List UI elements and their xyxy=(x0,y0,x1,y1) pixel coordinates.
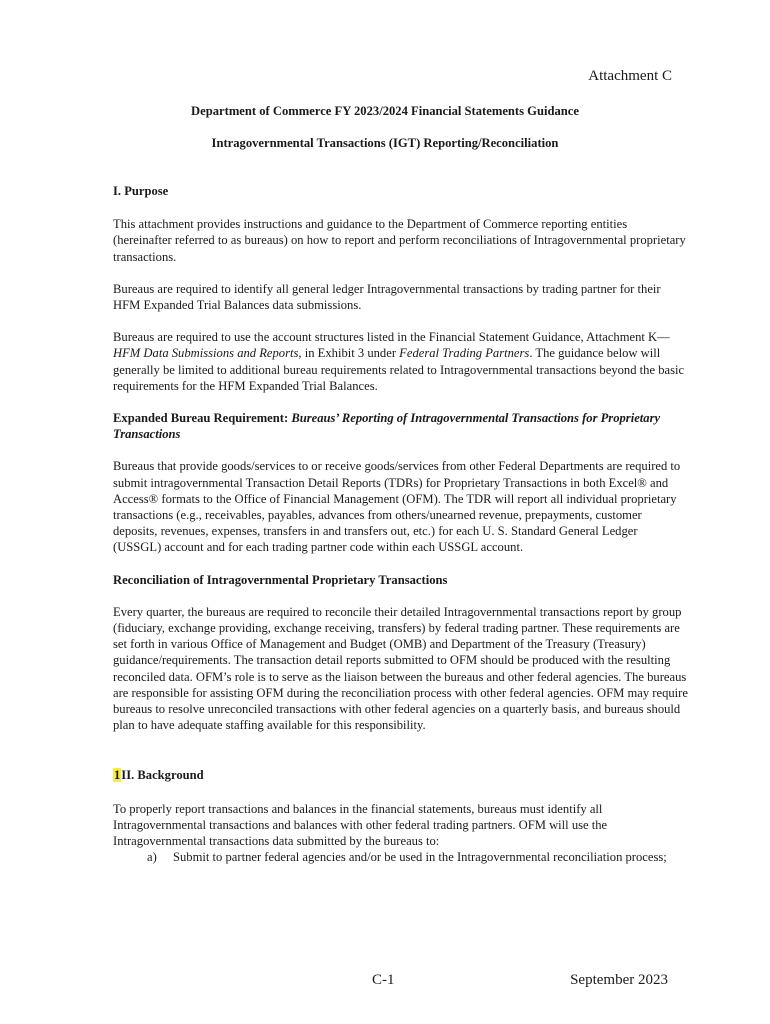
document-body xyxy=(113,183,688,866)
expanded-requirement-paragraph: Bureaus that provide goods/services to or receive goods/services from other Federal Departments are required to submit intragovernmental Transaction Detail Reports (TDRs) for Proprietary Transactions in both Excel® and Access® formats to the Office of Financial Management (OFM). The TDR will report all individual proprietary transactions (e.g., receivables, payables, advances from others/unearned revenue, prepayments, customer deposits, revenues, expenses, transfers in and transfers out, etc.) for each U. S. Standard General Ledger (USSGL) account and for each trading partner code within each USSGL account. xyxy=(113,459,681,555)
attachment-label: Attachment C xyxy=(588,68,672,84)
purpose-p3-text-c: . The guidance below will generally be limited to additional bureau requirements related to Intragovernmental transactions beyond the basic requirements for the HFM Expanded Trial Balances. xyxy=(113,346,685,393)
expanded-requirement-heading xyxy=(113,410,688,442)
purpose-paragraph-3 xyxy=(113,329,688,394)
expanded-heading-italic: Bureaus’ Reporting of Intragovernmental Transactions for Proprietary Transactions xyxy=(113,411,661,442)
purpose-heading: I. Purpose xyxy=(113,184,169,198)
list-item-text: Submit to partner federal agencies and/or be used in the Intragovernmental reconciliation process; xyxy=(173,850,667,865)
comment-marker[interactable]: 1 xyxy=(114,768,121,783)
background-paragraph: To properly report transactions and balances in the financial statements, bureaus must identify all Intragovernmental transactions and balances with other federal trading partners. OFM will use the Intragovernmental transactions data submitted by the bureaus to: xyxy=(113,801,608,849)
document-subtitle: Intragovernmental Transactions (IGT) Reporting/Reconciliation xyxy=(211,136,559,150)
list-item-label: a) xyxy=(147,850,157,865)
purpose-paragraph-2: Bureaus are required to identify all general ledger Intragovernmental transactions by trading partner for their HFM Expanded Trial Balances data submissions. xyxy=(113,281,661,313)
page-number: C-1 xyxy=(372,972,395,988)
section-spacer xyxy=(113,749,688,767)
purpose-p3-text-a: Bureaus are required to use the account structures listed in the Financial Statement Guidance, Attachment K— xyxy=(113,330,670,345)
document-title: Department of Commerce FY 2023/2024 Financial Statements Guidance xyxy=(191,104,579,118)
footer-date: September 2023 xyxy=(570,972,668,988)
purpose-p3-text-b: , in Exhibit 3 under xyxy=(298,346,400,361)
purpose-paragraph-1: This attachment provides instructions and guidance to the Department of Commerce reporting entities (hereinafter referred to as bureaus) on how to report and perform reconciliations of Intragovernmental proprietary transactions. xyxy=(113,217,686,264)
reconciliation-paragraph: Every quarter, the bureaus are required to reconcile their detailed Intragovernmental transactions report by group (fiduciary, exchange providing, exchange receiving, transfers) by federal trading partner. These requirements are set forth in various Office of Management and Budget (OMB) and Department of the Treasury (Treasury) guidance/requirements. The transaction detail reports submitted to OFM should be produced with the resulting reconciled data. OFM’s role is to serve as the liaison between the bureaus and other federal agencies. The bureaus are responsible for assisting OFM during the reconciliation process with other federal agencies. OFM may require bureaus to resolve unreconciled transactions with other federal agencies on a quarterly basis, and bureaus should plan to have adequate staffing available for this responsibility. xyxy=(113,604,688,733)
hfm-reports-reference: HFM Data Submissions and Reports xyxy=(113,346,299,361)
background-heading-text: II. Background xyxy=(121,768,204,783)
expanded-heading-label: Expanded Bureau Requirement: xyxy=(113,411,292,426)
federal-trading-partners-reference: Federal Trading Partners xyxy=(399,346,530,361)
reconciliation-heading: Reconciliation of Intragovernmental Proprietary Transactions xyxy=(113,572,448,587)
list-item xyxy=(147,849,688,865)
background-heading xyxy=(113,767,688,783)
